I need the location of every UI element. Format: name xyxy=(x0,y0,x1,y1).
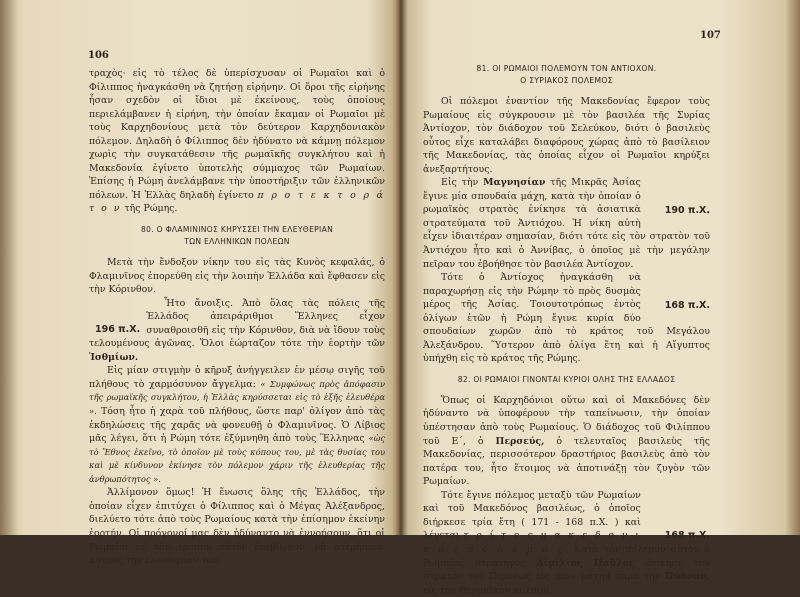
proclamation-quote: « Συμφώνως πρὸς ἀπόφασιν τῆς ρωμαϊκῆς συγκλήτου, ἡ Ἑλλὰς κηρύσσεται εἰς τὸ ἑξῆς ἐλευθέρα ». xyxy=(89,378,386,417)
date-note-196: 196 π.Χ. xyxy=(95,323,141,335)
right-paragraph-5 xyxy=(423,489,710,597)
left-para1-end: τῆς Ρώμης. xyxy=(124,203,178,215)
date-note-168-b: 168 π.Χ. xyxy=(664,529,710,541)
protektorato-term: π ρ ο τ ε κ τ ο ρ ά τ ο ν xyxy=(89,189,385,215)
right-page xyxy=(402,0,800,596)
right-para5-d: εἰς τὸν Θερμαϊκὸν κόλπον. xyxy=(423,584,552,596)
section-80-heading-line2: ΤΩΝ ΕΛΛΗΝΙΚΩΝ ΠΟΛΕΩΝ xyxy=(184,237,290,247)
right-paragraph-2 xyxy=(423,176,710,271)
section-80-heading xyxy=(89,224,385,248)
isthmia-term: Ἰσθμίων. xyxy=(89,351,139,363)
pydna-term: Πύδναν, xyxy=(664,571,710,583)
right-para5-a: Τότε ἔγινε πόλεμος μεταξὺ τῶν Ρωμαίων καὶ τοῦ Μακεδόνος βασιλέως, ὁ ὁποῖος διήρκεσε τρία ἔτη ( 171 - 168 π.Χ. ) καὶ λέγεται xyxy=(423,489,641,542)
section-82-heading: 82. ΟΙ ΡΩΜΑΙΟΙ ΓΙΝΟΝΤΑΙ ΚΥΡΙΟΙ ΟΛΗΣ ΤΗΣ ΕΛΛΑΔΟΣ xyxy=(457,374,676,384)
right-para3-text: Τότε ὁ Ἀντίοχος ἠναγκάσθη νὰ παραχωρήσῃ εἰς τὴν Ρώμην τὸ πρὸς δυσμὰς μέρος τῆς Ἀσίας. Τοιουτοτρόπως ἐντὸς ὀλίγων ἐτῶν ἡ Ρώμη ἔγινε κυρία δύο σπουδαίων χωρῶν ἀπὸ τὸ κράτος τοῦ Μεγάλου Ἀλεξάνδρου. Ὕστερον ἀπὸ ὀλίγα ἔτη καὶ ἡ Αἴγυπτος ὑπήχθη εἰς τὸ κράτος τῆς Ρώμης. xyxy=(423,272,710,365)
right-paragraph-1: Οἱ πόλεμοι ἐναντίον τῆς Μακεδονίας ἔφερον τοὺς Ρωμαίους εἰς σύγκρουσιν μὲ τὸν βασιλέα τῆς Συρίας Ἀντίοχον, τὸν διάδοχον τοῦ Σελεύκου, διότι ὁ βασιλεὺς οὗτος εἶχε καταλάβει διαφόρους χώρας ἀπὸ τὸ βασίλειον τῆς Μακεδονίας, τὰς ὁποίας εἶχον οἱ Ρωμαῖοι κηρύξει ἀνεξαρτήτους. xyxy=(423,96,710,175)
perseus-term: Περσεύς, xyxy=(495,435,545,447)
right-para2-b: τῆς Μικρᾶς Ἀσίας ἔγινε μία σπουδαία μάχη, κατὰ τὴν ὁποίαν ὁ ρωμαϊκὸς στρατὸς ἐνίκησε τὰ ἀσιατικὰ στρατεύματα τοῦ Ἀντιόχου. Ἡ νίκη αὐτὴ εἶχεν ἰδιαιτέραν σημασίαν, διότι τότε εἰς τὸν στρατὸν τοῦ Ἀντιόχου ἦτο καὶ ὁ Ἀννίβας, ὁ ὁποῖος μὲ τὴν μεγάλην πεῖραν του ἐβοήθησε τὸν βασιλέα Ἀντίοχον. xyxy=(423,177,710,270)
right-para5-b: Κατὰ τὸν πόλεμον αὐτὸν ὁ Ρωμαῖος στρατηγὸς xyxy=(423,543,711,569)
section-81-heading-line1: 81. ΟΙ ΡΩΜΑΙΟΙ ΠΟΛΕΜΟΥΝ ΤΟΝ ΑΝΤΙΟΧΟΝ. xyxy=(476,64,657,73)
third-macedonian-war-term: τ ρ ί τ ο ς μ α κ ε δ ο ν ι κ ὸ ς π ό λ ε μ ο ς. xyxy=(423,530,641,555)
left-para4-text-a: Εἰς μίαν στιγμὴν ὁ κῆρυξ ἀνήγγειλεν ἐν μέσῳ σιγῆς τοῦ πλήθους τὸ χαρμόσυνον ἄγγελμα: xyxy=(89,365,385,390)
left-paragraph-4 xyxy=(89,364,385,486)
page-number-left: 106 xyxy=(88,50,109,61)
section-81-heading xyxy=(423,63,710,87)
right-paragraph-4 xyxy=(423,394,710,489)
date-note-168-a: 168 π.Χ. xyxy=(664,300,710,312)
right-page-text xyxy=(423,63,710,597)
aemilius-paulus-term: Αἰμίλιος Παῦλος xyxy=(536,557,635,569)
date-note-190: 190 π.Χ. xyxy=(664,205,710,217)
section-80-heading-line1: 80. Ο ΦΛΑΜΙΝΙΝΟΣ ΚΗΡΥΣΣΕΙ ΤΗΝ ΕΛΕΥΘΕΡΙΑΝ xyxy=(140,225,334,235)
page-number-right: 107 xyxy=(700,30,721,41)
left-paragraph-3 xyxy=(89,297,385,365)
left-para1-text: τραχὸς· εἰς τὸ τέλος δὲ ὑπερίσχυσαν οἱ Ρωμαῖοι καὶ ὁ Φίλιππος ἠναγκάσθη νὰ ζητήσῃ εἰρήνην. Οἱ ὅροι τῆς εἰρήνης ἦσαν σχεδὸν οἱ ἴδιοι μὲ ἐκείνους, τοὺς ὁποίους περιελάμβανεν ἡ εἰρήνη, τὴν ὁποίαν ἔκαμαν οἱ Ρωμαῖοι μὲ τοὺς Καρχηδονίους μετὰ τὸν δεύτερον Καρχηδονιακὸν πόλεμον. Δηλαδὴ ὁ Φίλιππος δὲν ἠδύνατο νὰ κάμνῃ πόλεμον χωρὶς τὴν συγκατάθεσιν τῆς ρωμαϊκῆς συγκλήτου καὶ ἡ Μακεδονία ἐγίνετο ὑποτελὴς σύμμαχος τῶν Ρωμαίων. Ἐπίσης ἡ Ρώμη ἀνελάμβανε τὴν ὑποστήριξιν τῶν ἑλληνικῶν πόλεων. Ἡ Ἑλλὰς δηλαδὴ ἐγίνετο xyxy=(89,68,385,201)
magnesia-term: Μαγνησίαν xyxy=(483,177,546,189)
left-paragraph-5: Ἀλλίμονον ὅμως! Ἡ ἕνωσις ὅλης τῆς Ἑλλάδος, τὴν ὁποίαν εἶχεν ἐπιτύχει ὁ Φίλιππος καὶ ὁ Μέγας Ἀλέξανδρος, διελύετο τότε ἀπὸ τοὺς Ρωμαίους κατὰ τὴν ἐπίσημον ἐκείνην ἑορτήν. Οἱ πρόγονοί μας δὲν ἠδύναντο νὰ ἐννοήσουν, ὅτι οἱ Ρωμαῖοι μὲ τὸν τρόπον αὐτὸν ἐπεβίωκον, νὰ στερήσουν αὐτοὺς τὴν ἐλευθερίαν των. xyxy=(89,487,385,567)
livy-quote: «ὡς τὸ Ἔθνος ἐκεῖνο, τὸ ὁποῖον μὲ τοὺς κόπους του, μὲ τὰς θυσίας του καὶ μὲ κίνδυνον ἐκίνησε τὸν πόλεμον χάριν τῆς ἐλευθερίας τῆς ἀνθρωπότητος ». xyxy=(89,433,386,484)
right-para5-c: ἐνίκησε τὸν στρατὸν τοῦ Περσέως εἰς μίαν μάχην παρὰ τὴν xyxy=(423,557,710,583)
left-page xyxy=(0,0,398,567)
right-para4-a: Ὅπως οἱ Καρχηδόνιοι οὕτω καὶ οἱ Μακεδόνες δὲν ἠδύναντο νὰ ὑποφέρουν τὴν ταπείνωσιν, τὴν ὁποίαν ὑπέστησαν ἀπὸ τοὺς Ρωμαίους. Ὁ διάδοχος τοῦ Φιλίππου τοῦ Ε΄, ὁ xyxy=(423,394,710,447)
left-page-text xyxy=(89,67,385,568)
left-para3-text: Ἦτο ἄνοιξις. Ἀπὸ ὅλας τὰς πόλεις τῆς Ἑλλάδος ἀπειράριθμοι Ἕλληνες εἶχον συναθροισθῆ εἰς τὴν Κόρινθον, διὰ νὰ ἴδουν τοὺς τελουμένους ἀγῶνας. Ὅλοι ἑώρταζον τότε τὴν ἑορτὴν τῶν xyxy=(89,297,385,350)
left-paragraph-2: Μετὰ τὴν ἔνδοξον νίκην του εἰς τὰς Κυνὸς κεφαλάς, ὁ Φλαμινῖνος ἐπορεύθη εἰς τὴν λοιπὴν Ἑλλάδα καὶ ἔφθασεν εἰς τὴν Κόρινθον. xyxy=(89,257,385,296)
left-paragraph-1 xyxy=(89,67,385,216)
section-81-heading-line2: Ο ΣΥΡΙΑΚΟΣ ΠΟΛΕΜΟΣ xyxy=(520,76,613,85)
left-para4-text-b: Τόση ἦτο ἡ χαρὰ τοῦ πλήθους, ὥστε παρ' ὀλίγον ἀπὸ τὰς ἐκδηλώσεις τῆς χαρᾶς νὰ φονευθῇ ὁ Φλαμινῖνος. Ὁ Λίβιος μᾶς λέγει, ὅτι ἡ Ρώμη τότε ἐξύμνηθη ἀπὸ τοὺς Ἕλληνας xyxy=(89,406,385,445)
right-para4-b: ὁ τελευταῖος βασιλεὺς τῆς Μακεδονίας, περισσότερον δραστήριος βασιλεὺς ἀπὸ τὸν πατέρα του, ἦτο ἕτοιμος νὰ ἀποτινάξῃ τὸν ζυγὸν τῶν Ρωμαίων. xyxy=(423,435,711,488)
right-para2-a: Εἰς τὴν xyxy=(441,177,479,189)
right-paragraph-3 xyxy=(423,271,710,366)
